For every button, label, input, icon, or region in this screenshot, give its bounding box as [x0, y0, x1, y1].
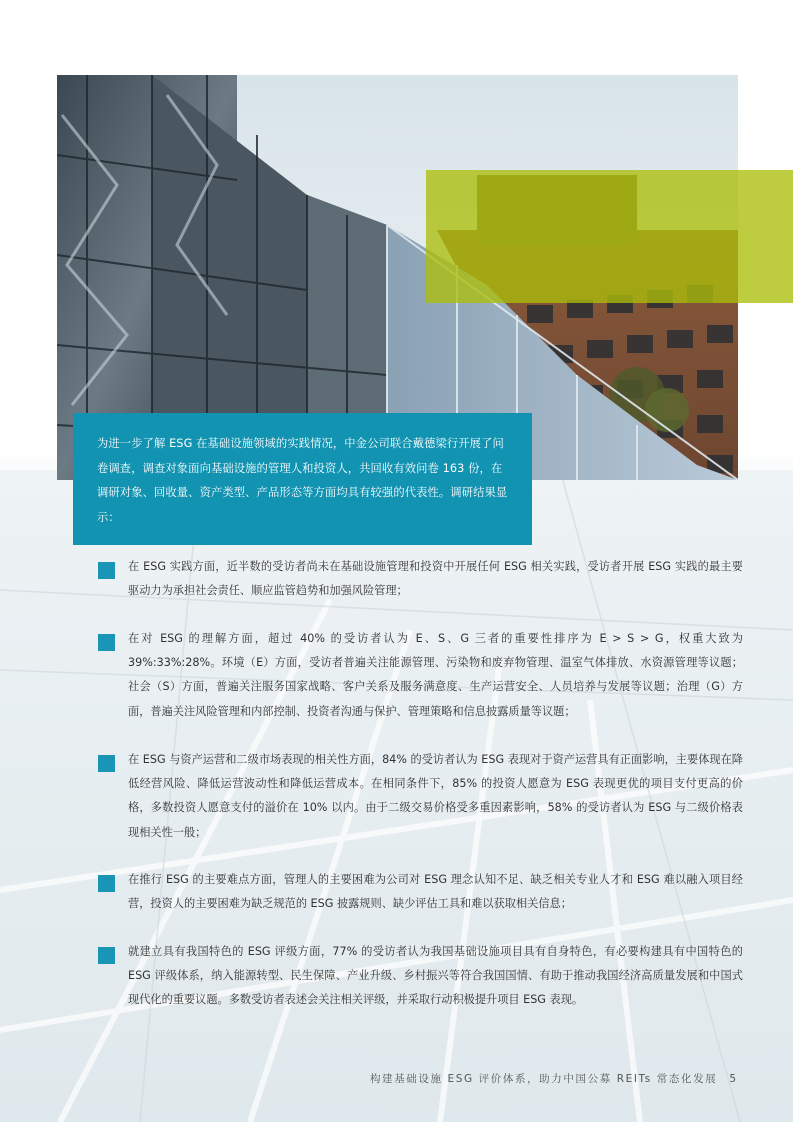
bullet-square-icon [98, 634, 115, 651]
bullet-square-icon [98, 562, 115, 579]
bullet-square-icon [98, 947, 115, 964]
green-accent-block [426, 170, 793, 303]
finding-text: 在 ESG 实践方面，近半数的受访者尚未在基础设施管理和投资中开展任何 ESG 相关实践，受访者开展 ESG 实践的最主要驱动力为承担社会责任、顺应监管趋势和加强风险管理； [128, 560, 743, 598]
finding-text: 在 ESG 与资产运营和二级市场表现的相关性方面，84% 的受访者认为 ESG 表现对于资产运营具有正面影响，主要体现在降低经营风险、降低运营波动性和降低运营成本。在相同条件下，85% 的投资人愿意为 ESG 表现更优的项目支付更高的价格，多数投资人愿意支付的溢价在 10% 以内。由于二级交易价格受多重因素影响，58% 的受访者认为 ESG 与二级价格表现相关性一般； [128, 753, 743, 839]
page-number: 5 [729, 1073, 736, 1085]
intro-text: 为进一步了解 ESG 在基础设施领域的实践情况，中金公司联合戴德梁行开展了问卷调查，调查对象面向基础设施的管理人和投资人，共回收有效问卷 163 份，在调研对象、回收量、资产类型、产品形态等方面均具有较强的代表性。调研结果显示： [97, 437, 508, 524]
intro-box [73, 413, 532, 545]
finding-item [98, 940, 743, 1013]
bullet-square-icon [98, 875, 115, 892]
finding-item [98, 868, 743, 916]
finding-item [98, 627, 743, 724]
finding-item [98, 555, 743, 603]
finding-text: 在推行 ESG 的主要难点方面，管理人的主要困难为公司对 ESG 理念认知不足、缺乏相关专业人才和 ESG 难以融入项目经营，投资人的主要困难为缺乏规范的 ESG 披露规则、缺少评估工具和难以获取相关信息； [128, 873, 743, 911]
finding-item [98, 748, 743, 845]
finding-text: 就建立具有我国特色的 ESG 评级方面，77% 的受访者认为我国基础设施项目具有自身特色，有必要构建具有中国特色的 ESG 评级体系，纳入能源转型、民生保障、产业升级、乡村振兴等符合我国国情、有助于推动我国经济高质量发展和中国式现代化的重要议题。多数受访者表述会关注相关评级，并采取行动积极提升项目 ESG 表现。 [128, 945, 743, 1007]
finding-text: 在对 ESG 的理解方面，超过 40% 的受访者认为 E、S、G 三者的重要性排序为 E > S > G，权重大致为 39%:33%:28%。环境（E）方面，受访者普遍关注能源管理、污染物和废弃物管理、温室气体排放、水资源管理等议题；社会（S）方面，普遍关注服务国家战略、客户关系及服务满意度、生产运营安全、人员培养与发展等议题；治理（G）方面，普遍关注风险管理和内部控制、投资者沟通与保护、管理策略和信息披露质量等议题； [128, 632, 743, 718]
footer-title: 构建基础设施 ESG 评价体系，助力中国公募 REITs 常态化发展 [369, 1073, 718, 1085]
bullet-square-icon [98, 755, 115, 772]
page-footer [370, 1071, 736, 1086]
